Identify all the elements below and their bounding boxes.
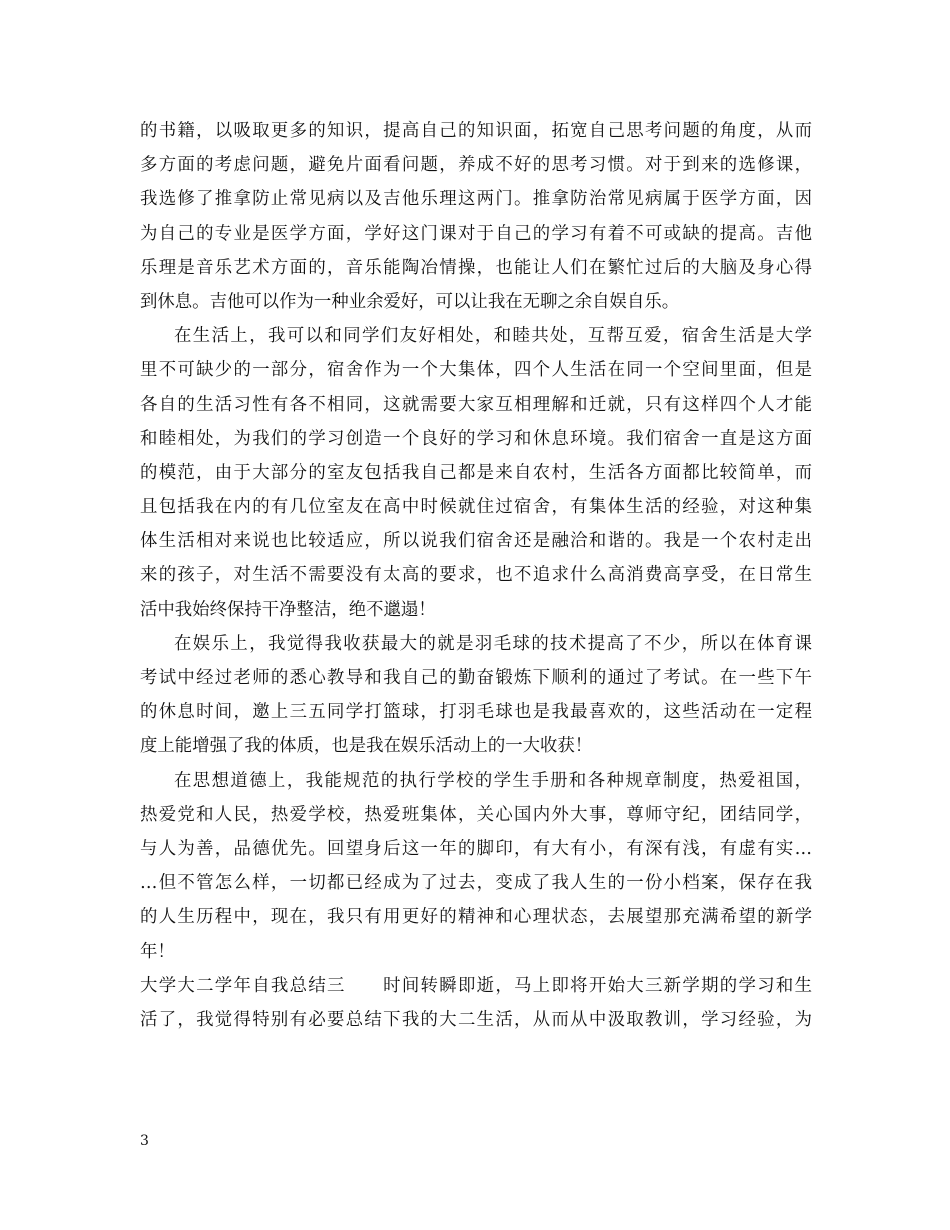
text-line: 在生活上，我可以和同学们友好相处，和睦共处，互帮互爱，宿舍生活是大学 <box>174 326 812 347</box>
text-line: 的书籍，以吸取更多的知识，提高自己的知识面，拓宽自己思考问题的角度，从而 <box>140 121 812 141</box>
text-line: 里不可缺少的一部分，宿舍作为一个大集体，四个人生活在同一个空间里面，但是 <box>140 360 812 381</box>
text-line: 我选修了推拿防止常见病以及吉他乐理这两门。推拿防治常见病属于医学方面，因 <box>140 189 812 210</box>
text-line: 活中我始终保持干净整洁，绝不邋遢！ <box>140 599 436 620</box>
text-line: 考试中经过老师的悉心教导和我自己的勤奋锻炼下顺利的通过了考试。在一些下午 <box>140 668 812 688</box>
text-line: 的人生历程中，现在，我只有用更好的精神和心理状态，去展望那充满希望的新学 <box>140 907 812 928</box>
text-line: 来的孩子，对生活不需要没有太高的要求，也不追求什么高消费高享受，在日常生 <box>140 565 812 586</box>
text-line: …但不管怎么样，一切都已经成为了过去，变成了我人生的一份小档案，保存在我 <box>140 873 812 894</box>
text-line: 的休息时间，邀上三五同学打篮球，打羽毛球也是我最喜欢的，这些活动在一定程 <box>140 702 812 723</box>
text-line: 在娱乐上，我觉得我收获最大的就是羽毛球的技术提高了不少，所以在体育课 <box>174 633 812 654</box>
text-line: 乐理是音乐艺术方面的，音乐能陶冶情操，也能让人们在繁忙过后的大脑及身心得 <box>140 257 812 278</box>
text-line: 为自己的专业是医学方面，学好这门课对于自己的学习有着不可或缺的提高。吉他 <box>140 223 812 244</box>
text-line: 到休息。吉他可以作为一种业余爱好，可以让我在无聊之余自娱自乐。 <box>140 291 680 312</box>
text-line: 热爱党和人民，热爱学校，热爱班集体，关心国内外大事，尊师守纪，团结同学， <box>140 804 812 825</box>
document-body <box>140 114 812 1037</box>
text-line: 的模范，由于大部分的室友包括我自己都是来自农村，生活各方面都比较简单，而 <box>140 462 812 483</box>
text-line: 年！ <box>140 941 175 962</box>
text-line: 各自的生活习性有各不相同，这就需要大家互相理解和迁就，只有这样四个人才能 <box>140 394 812 415</box>
text-line: 多方面的考虑问题，避免片面看问题，养成不好的思考习惯。对于到来的选修课， <box>140 155 812 176</box>
text-line: 度上能增强了我的体质，也是我在娱乐活动上的一大收获！ <box>140 736 593 757</box>
text-line: 和睦相处，为我们的学习创造一个良好的学习和休息环境。我们宿舍一直是这方面 <box>140 428 812 449</box>
text-line: 活了，我觉得特别有必要总结下我的大二生活，从而从中汲取教训，学习经验，为 <box>140 1009 812 1030</box>
text-line: 大学大二学年自我总结三 时间转瞬即逝，马上即将开始大三新学期的学习和生 <box>140 975 812 996</box>
text-line: 且包括我在内的有几位室友在高中时候就住过宿舍，有集体生活的经验，对这种集 <box>140 497 812 518</box>
text-line: 与人为善，品德优先。回望身后这一年的脚印，有大有小，有深有浅，有虚有实… <box>140 838 812 859</box>
text-line: 体生活相对来说也比较适应，所以说我们宿舍还是融洽和谐的。我是一个农村走出 <box>140 531 812 552</box>
page-number: 3 <box>140 1133 149 1149</box>
text-line: 在思想道德上，我能规范的执行学校的学生手册和各种规章制度，热爱祖国， <box>174 770 812 791</box>
